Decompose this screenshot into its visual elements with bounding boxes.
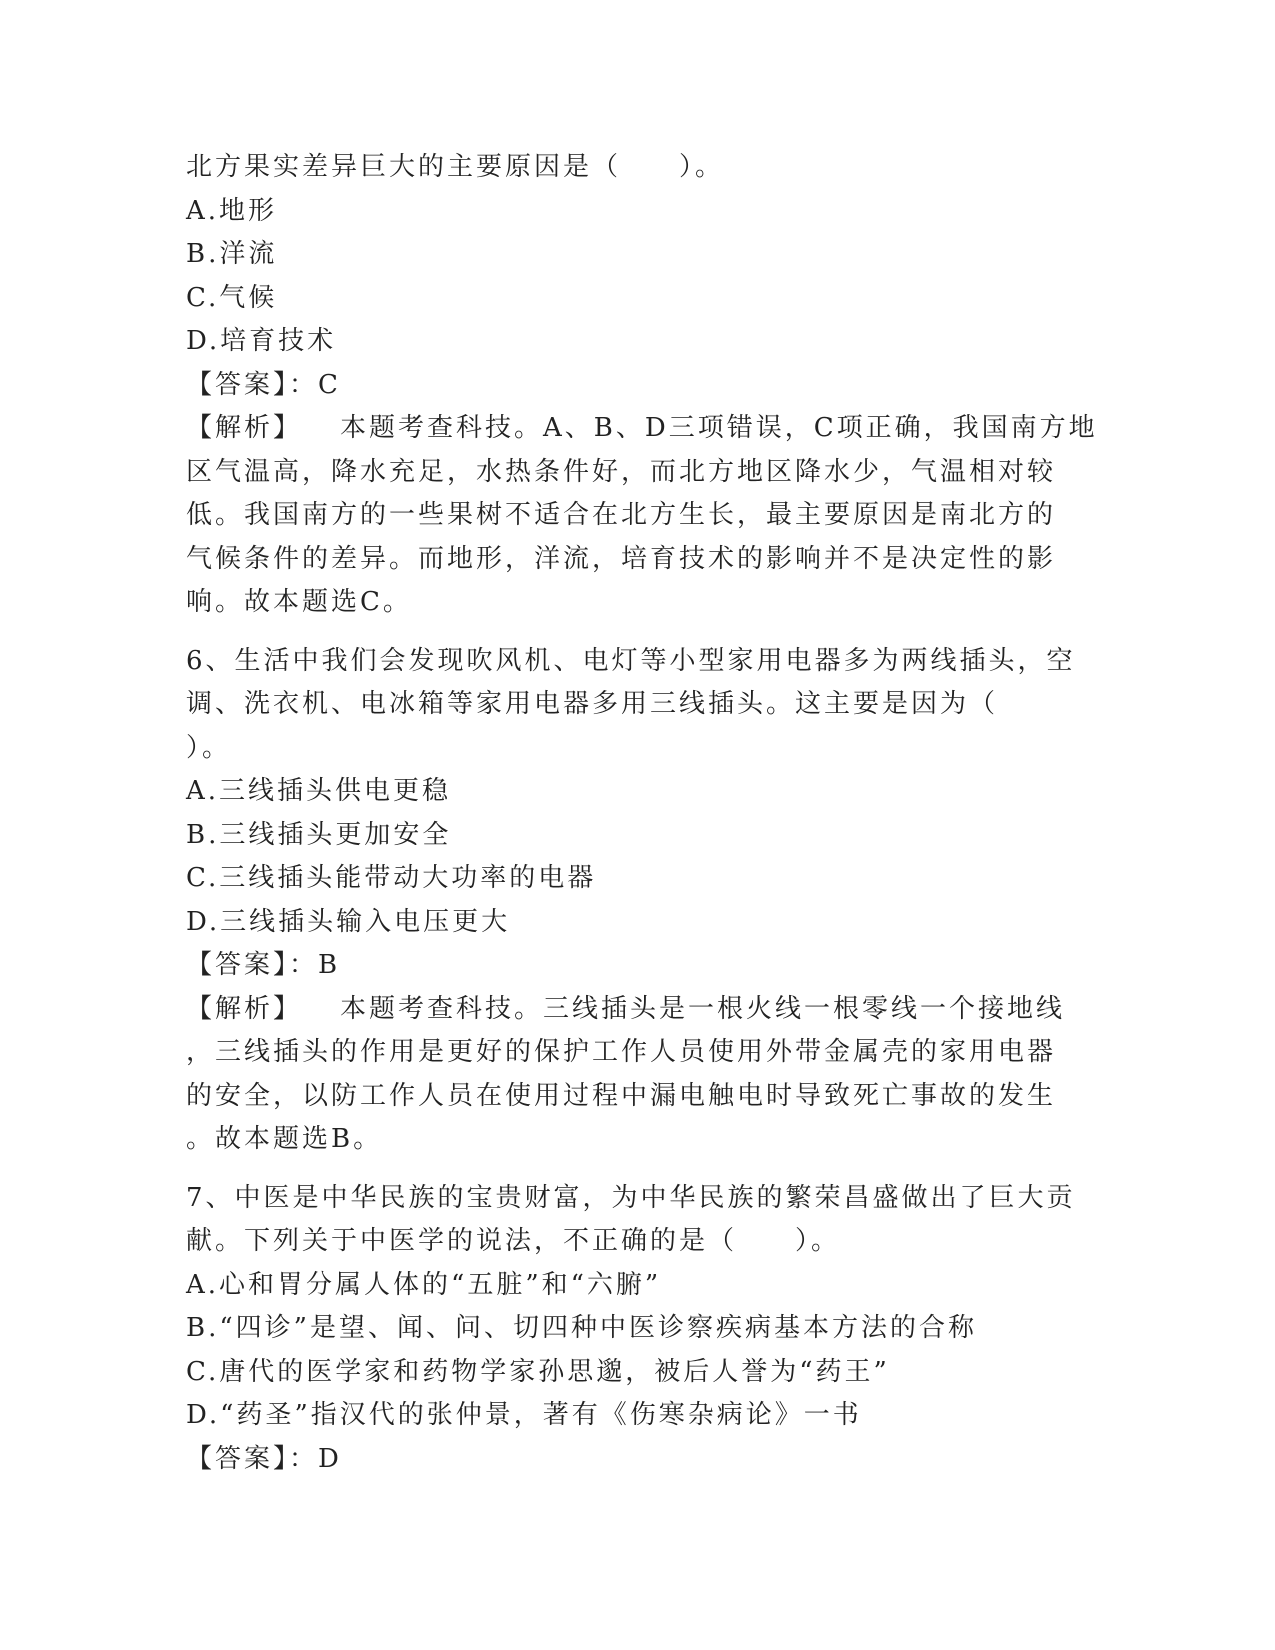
- answer-label: 【答案】：: [186, 369, 319, 400]
- analysis-text: ，三线插头的作用是更好的保护工作人员使用外带金属壳的家用电器: [186, 1037, 1057, 1067]
- question-7: [186, 1177, 1086, 1482]
- option-d: D.“药圣”指汉代的张仲景，著有《伤寒杂病论》一书: [186, 1400, 862, 1430]
- option-c: C.气候: [186, 282, 278, 313]
- analysis-text: 响。故本题选C。: [186, 587, 412, 617]
- document-page: [186, 146, 1098, 1481]
- answer-label: 【答案】：: [186, 950, 319, 980]
- analysis-label: 【解析】: [186, 413, 303, 443]
- question-stem: 北方果实差异巨大的主要原因是（ ）。: [186, 152, 725, 182]
- question-stem: 献。下列关于中医学的说法，不正确的是（ ）。: [186, 1226, 841, 1256]
- option-b: B.“四诊”是望、闻、问、切四种中医诊察疾病基本方法的合称: [186, 1313, 977, 1343]
- option-a: A.地形: [186, 195, 278, 226]
- analysis-text: 。故本题选B。: [186, 1124, 383, 1154]
- option-d: D.培育技术: [186, 326, 337, 356]
- analysis-line: [186, 407, 1098, 451]
- question-5: [186, 146, 1098, 625]
- answer-line: [186, 944, 1086, 988]
- option-b: B.三线插头更加安全: [186, 819, 452, 850]
- analysis-text: 的安全，以防工作人员在使用过程中漏电触电时导致死亡事故的发生: [186, 1080, 1057, 1111]
- option-a: A.心和胃分属人体的“五脏”和“六腑”: [186, 1269, 662, 1300]
- option-b: B.洋流: [186, 239, 278, 269]
- answer-label: 【答案】：: [186, 1443, 319, 1474]
- question-6: [186, 640, 1086, 1162]
- question-stem: 6、生活中我们会发现吹风机、电灯等小型家用电器多为两线插头，空: [186, 645, 1076, 676]
- analysis-text: 气候条件的差异。而地形，洋流，培育技术的影响并不是决定性的影: [186, 543, 1057, 574]
- analysis-text: 区气温高，降水充足，水热条件好，而北方地区降水少，气温相对较: [186, 456, 1057, 487]
- analysis-text: 本题考查科技。三线插头是一根火线一根零线一个接地线: [340, 993, 1066, 1024]
- option-c: C.三线插头能带动大功率的电器: [186, 863, 597, 893]
- option-c: C.唐代的医学家和药物学家孙思邈，被后人誉为“药王”: [186, 1356, 890, 1387]
- answer-line: [186, 1438, 1086, 1482]
- option-a: A.三线插头供电更稳: [186, 776, 452, 806]
- answer-value: D: [318, 1443, 342, 1474]
- question-stem: ）。: [186, 732, 232, 763]
- answer-value: C: [318, 369, 341, 400]
- analysis-text: 低。我国南方的一些果树不适合在北方生长，最主要原因是南北方的: [186, 500, 1057, 530]
- question-stem: 7、中医是中华民族的宝贵财富，为中华民族的繁荣昌盛做出了巨大贡: [186, 1182, 1076, 1213]
- answer-line: [186, 364, 1086, 408]
- question-stem: 调、洗衣机、电冰箱等家用电器多用三线插头。这主要是因为（: [186, 689, 999, 719]
- analysis-line: [186, 988, 1086, 1032]
- analysis-text: 本题考查科技。A、B、D三项错误，C项正确，我国南方地: [340, 413, 1098, 443]
- analysis-label: 【解析】: [186, 993, 303, 1024]
- answer-value: B: [318, 950, 341, 980]
- option-d: D.三线插头输入电压更大: [186, 906, 511, 937]
